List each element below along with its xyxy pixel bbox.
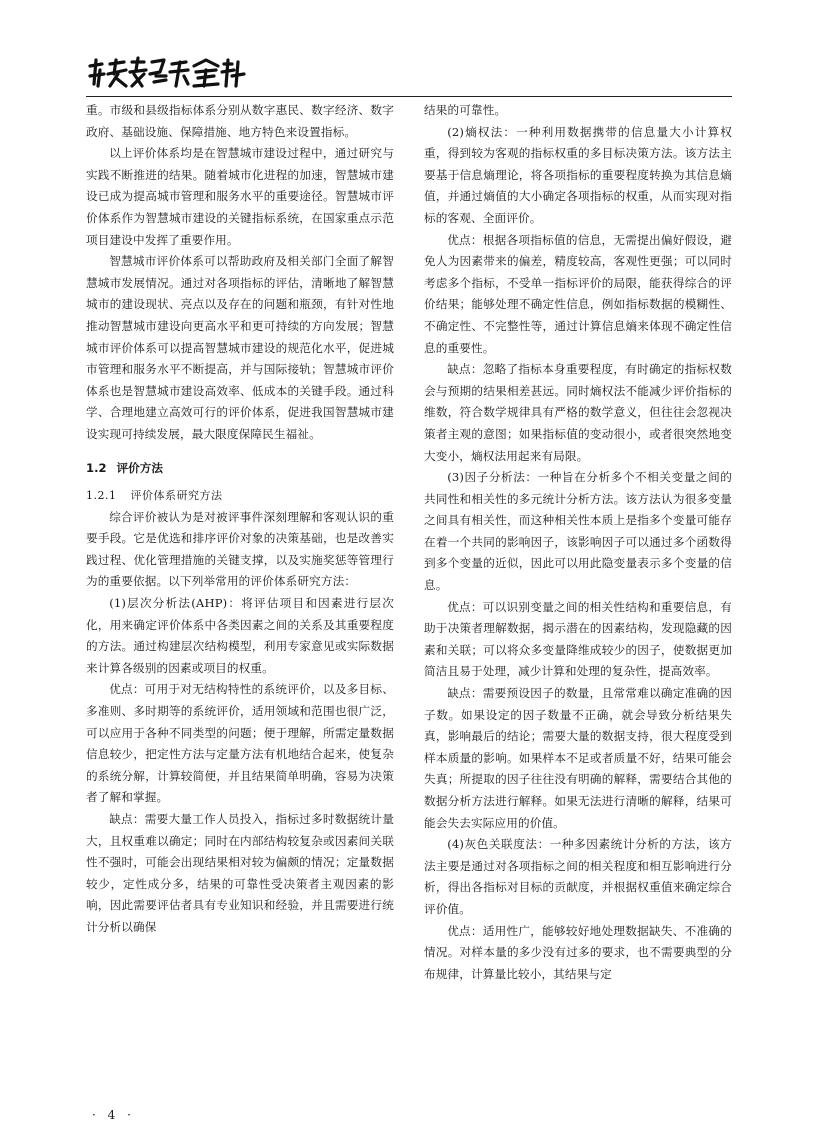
body-paragraph: 缺点：需要大量工作人员投入，指标过多时数据统计量大，且权重难以确定；同时在内部结构较复杂或因素间关联性不强时，可能会出现结果相对较为偏颇的情况；定量数据较少，定性成分多，结果的可靠性受决策者主观因素的影响，因此需要评估者具有专业知识和经验，并且需要进行统计分析以确保 (86, 812, 394, 934)
body-paragraph: (3)因子分析法：一种旨在分析多个不相关变量之间的共同性和相关性的多元统计分析方法。该方法认为很多变量之间具有相关性，而这种相关性本质上是指多个变量可能存在着一个共同的影响因子，该影响因子可以通过多个函数得到多个变量的近似，因此可以用此隐变量表示多个变量的信息。 (424, 470, 732, 593)
body-paragraph: 结果的可靠性。 (424, 103, 507, 117)
subsection-number: 1.2.1 (86, 489, 117, 503)
body-paragraph: 优点：适用性广，能够较好地处理数据缺失、不准确的情况。对样本量的多少没有过多的要求，也不需要典型的分布规律，计算量比较小，其结果与定 (424, 923, 732, 981)
left-column (86, 100, 394, 939)
section-heading (86, 458, 394, 480)
body-paragraph: 缺点：需要预设因子的数量，且常常难以确定准确的因子数。如果设定的因子数量不正确，就会导致分析结果失真，影响最后的结论；需要大量的数据支持，很大程度受到样本质量的影响。如果样本不足或者质量不好，结果可能会失真；所提取的因子往往没有明确的解释，需要结合其他的数据分析方法进行解释。如果无法进行清晰的解释，结果可能会失去实际应用的价值。 (424, 686, 732, 830)
body-paragraph: 综合评价被认为是对被评事件深刻理解和客观认识的重要手段。它是优选和排序评价对象的决策基础，也是改善实践过程、优化管理措施的关键支撑，以及实施奖惩等管理行为的重要依据。以下列举常用的评价体系研究方法： (86, 509, 394, 589)
journal-logo (86, 56, 246, 90)
section-number: 1.2 (86, 460, 107, 475)
body-paragraph: (2)熵权法：一种利用数据携带的信息量大小计算权重，得到较为客观的指标权重的多目标决策方法。该方法主要基于信息熵理论，将各项指标的重要程度转换为其信息熵值，并通过熵值的大小确定各项指标的权重，从而实现对指标的客观、全面评价。 (424, 124, 732, 225)
subsection-title: 评价体系研究方法 (130, 489, 223, 503)
body-paragraph: 优点：可以识别变量之间的相关性结构和重要信息，有助于决策者理解数据，揭示潜在的因素结构，发现隐藏的因素和关联；可以将众多变量降维成较少的因子，使数据更加简洁且易于处理，减少计算和处理的复杂性，提高效率。 (424, 599, 732, 679)
body-paragraph: (1)层次分析法(AHP)：将评估项目和因素进行层次化，用来确定评价体系中各类因素之间的关系及其重要程度的方法。通过构建层次结构模型，利用专家意见或实际数据来计算各级别的因素或项目的权重。 (86, 596, 394, 675)
body-paragraph: 重。市级和县级指标体系分别从数字惠民、数字经济、数字政府、基础设施、保障措施、地方特色来设置指标。 (86, 103, 394, 139)
header-rule (86, 96, 732, 97)
body-paragraph: 缺点：忽略了指标本身重要程度，有时确定的指标权数会与预期的结果相差甚远。同时熵权法不能减少评价指标的维数，符合数学规律具有严格的数学意义，但往往会忽视决策者主观的意图；如果指标值的变动很小，或者很突然地变大变小，熵权法用起来有局限。 (424, 362, 732, 463)
section-title: 评价方法 (116, 460, 163, 475)
body-paragraph: 优点：可用于对无结构特性的系统评价，以及多目标、多准则、多时期等的系统评价，适用领域和范围也很广泛，可以应用于各种不同类型的问题；便于理解，所需定量数据信息较少，把定性方法与定量方法有机地结合起来，使复杂的系统分解，计算较简便，并且结果简单明确，容易为决策者了解和掌握。 (86, 682, 394, 805)
body-paragraph: 智慧城市评价体系可以帮助政府及相关部门全面了解智慧城市发展情况。通过对各项指标的评估，清晰地了解智慧城市的建设现状、亮点以及存在的问题和瓶颈，有针对性地推动智慧城市建设向更高水平和更可持续的方向发展；智慧城市评价体系可以提高智慧城市建设的规范化水平，促进城市管理和服务水平不断提高，并与国际接轨；智慧城市评价体系也是智慧城市建设高效率、低成本的关键手段。通过科学、合理地建立高效可行的评价体系，促进我国智慧城市建设实现可持续发展，最大限度保障民生福祉。 (86, 254, 394, 441)
body-paragraph: 以上评价体系均是在智慧城市建设过程中，通过研究与实践不断推进的结果。随着城市化进程的加速，智慧城市建设已成为提高城市管理和服务水平的重要途径。智慧城市评价体系作为智慧城市建设的关键指标系统，在国家重点示范项目建设中发挥了重要作用。 (86, 146, 394, 247)
right-column (424, 100, 732, 985)
body-paragraph: (4)灰色关联度法：一种多因素统计分析的方法，该方法主要是通过对各项指标之间的相关程度和相互影响进行分析，得出各指标对目标的贡献度，并根据权重值来确定综合评价值。 (424, 837, 732, 916)
subsection-heading (86, 485, 394, 507)
body-paragraph: 优点：根据各项指标值的信息，无需提出偏好假设，避免人为因素带来的偏差，精度较高，客观性更强；可以同时考虑多个指标，不受单一指标评价的局限，能获得综合的评价结果；能够处理不确定性信息，例如指标数据的模糊性、不确定性、不完整性等，通过计算信息熵来体现不确定性信息的重要性。 (424, 232, 732, 355)
page-number: · 4 · (92, 1108, 135, 1122)
